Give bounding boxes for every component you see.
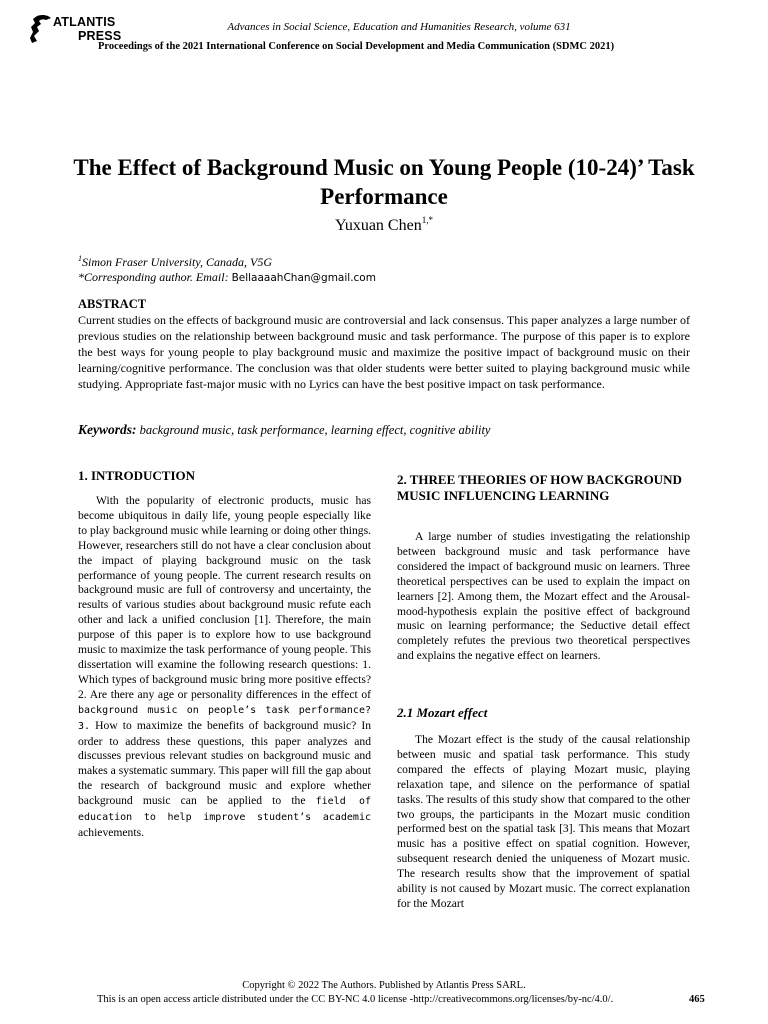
affiliation-superscript: 1: [78, 254, 82, 263]
author-line: [0, 215, 768, 235]
keywords-label: Keywords:: [78, 422, 137, 437]
author-superscript: 1,*: [421, 215, 433, 225]
abstract-text: Current studies on the effects of background music are controversial and lack consensus. This paper analyzes a large number of previous studies on the relationship between background music and task performance. The purpose of this paper is to explore the best ways for young people to play background music and maximize the positive impact of background music on their learning/cognitive performance. The conclusion was that older students were better suited to playing background music while studying. Appropriate fast-major music with no Lyrics can have the best positive impact on task performance.: [78, 313, 690, 391]
section-2-heading: 2. THREE THEORIES OF HOW BACKGROUND MUSIC INFLUENCING LEARNING: [397, 472, 682, 503]
affiliation-text: Simon Fraser University, Canada, V5G: [82, 255, 272, 269]
section-1-paragraph: [78, 494, 371, 841]
author-name: Yuxuan Chen: [335, 217, 422, 234]
corresponding-author-line: [78, 270, 376, 286]
keywords-line: [78, 422, 490, 438]
section-2-paragraph: A large number of studies investigating the relationship between background music and task performance have considered the impact of background music on learners. Three theoretical perspectives can be used to explain the impact on learners [2]. Among them, the Mozart effect and the Arousal-mood-hypothesis explain the positive effect of background music on learning performance; the Seductive detail effect completely refutes the previous two theoretical perspectives and explains the negative effect on learners.: [397, 530, 690, 663]
proceedings-header: Proceedings of the 2021 International Conference on Social Development and Media Communication (SDMC 2021): [98, 41, 615, 52]
copyright-line: Copyright © 2022 The Authors. Published by Atlantis Press SARL.: [242, 980, 526, 991]
keywords-text: background music, task performance, learning effect, cognitive ability: [139, 423, 491, 437]
abstract-heading: ABSTRACT: [78, 297, 147, 311]
journal-header: Advances in Social Science, Education and Humanities Research, volume 631: [227, 21, 571, 33]
logo-text-atlantis: ATLANTIS: [53, 15, 116, 29]
section-1-mono-a: background music on people’s task performance? 3.: [78, 704, 371, 732]
affiliation-block: [78, 251, 376, 286]
section-1-text-c: achievements.: [78, 825, 144, 839]
license-line: This is an open access article distributed under the CC BY-NC 4.0 license -http://creativecommons.org/licenses/by-nc/4.0/.: [97, 994, 614, 1005]
paper-title: The Effect of Background Music on Young People (10-24)’ Task Performance: [73, 155, 695, 209]
logo-text-press: PRESS: [78, 29, 122, 43]
section-1-text-b: How to maximize the benefits of background music? In order to address these questions, this paper analyzes and discusses previous relevant studies on background music and makes a systematic summary. This paper will fill the gap about the research of background music and explore whether background music can be applied to the: [78, 718, 371, 808]
page-number: 465: [689, 994, 705, 1005]
section-2-1-paragraph: The Mozart effect is the study of the causal relationship between music and spatial task performance. This study compared the effects of playing Mozart music, playing relaxation tape, and silence on the performance of spatial tasks. The results of this study show that compared to the other two groups, the participants in the Mozart music condition performed best on the spatial task [3]. This means that Mozart music has a positive effect on spatial cognition. However, subsequent research denied the uniqueness of Mozart music. The research results show that the improvement of spatial ability is not caused by Mozart music. The correct explanation for the Mozart: [397, 733, 690, 910]
section-1-heading: 1. INTRODUCTION: [78, 468, 196, 483]
author-email: BellaaaahChan@gmail.com: [231, 272, 376, 284]
section-2-1-heading: 2.1 Mozart effect: [397, 705, 488, 720]
section-1-text-a: With the popularity of electronic products, music has become ubiquitous in daily life, young people especially like to play background music while learning or doing other things. However, researchers still do not have a clear conclusion about the impact of playing background music on the task performance of young people. The current research results on background music are full of controversy and uncertainty, the results of various studies about background music refute each other and lack a unified conclusion [1]. Therefore, the main purpose of this paper is to explore how to use background music to maximize the task performance of young people. This dissertation will examine the following research questions: 1. Which types of background music bring more positive effects? 2. Are there any age or personality differences in the effect of: [78, 494, 371, 701]
affiliation-line: [78, 251, 376, 270]
corresponding-label: *Corresponding author. Email:: [78, 270, 232, 284]
section-1-mono-b: field of education to help improve student’s academic: [78, 796, 371, 824]
